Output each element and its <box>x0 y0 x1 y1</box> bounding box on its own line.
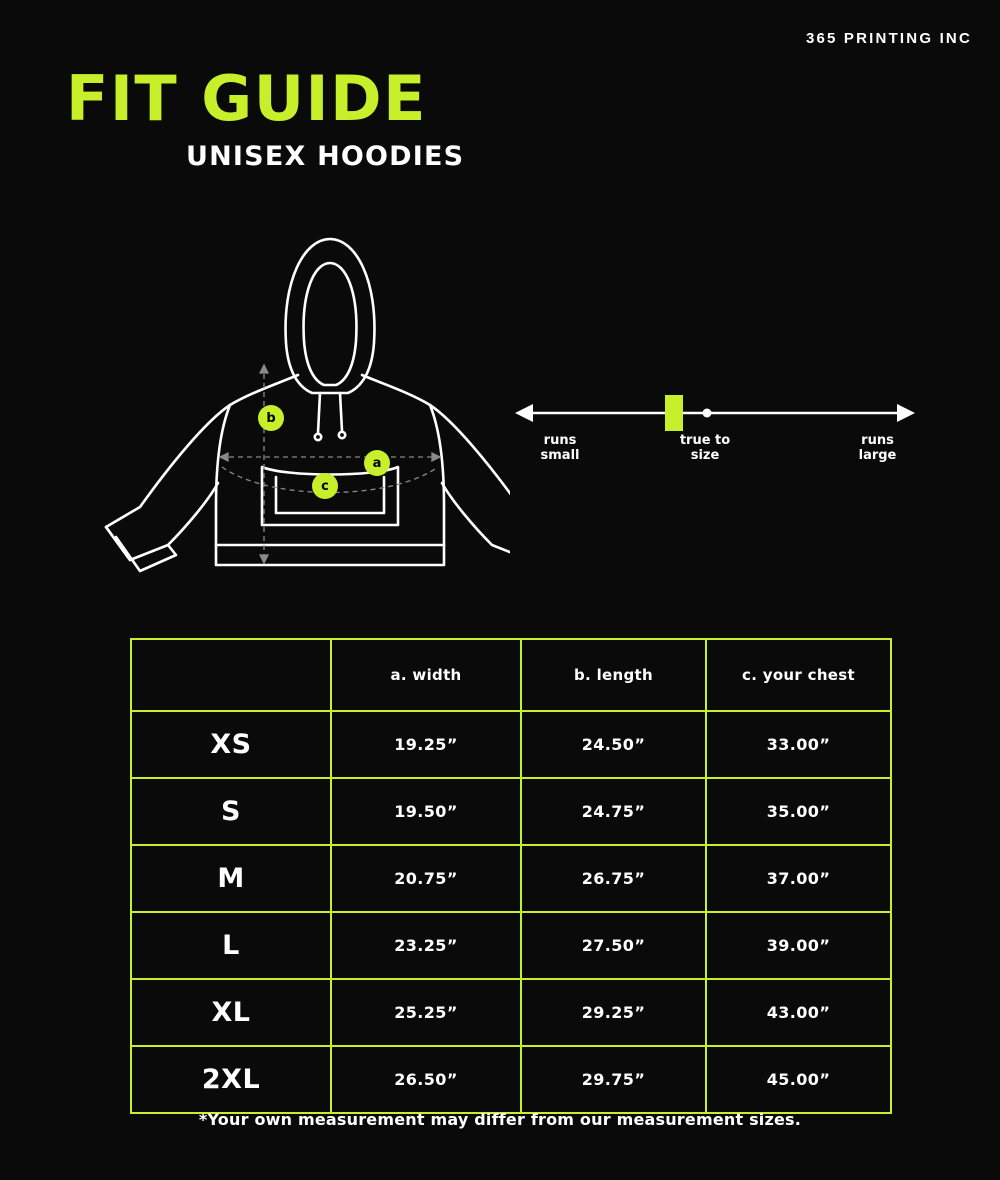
fit-scale-axis <box>515 391 915 435</box>
true-to-size-line2: size <box>690 448 720 463</box>
cell-width: 26.50” <box>331 1046 521 1113</box>
arrow-left-icon <box>515 404 533 422</box>
table-row <box>131 912 891 979</box>
cell-chest: 37.00” <box>706 845 891 912</box>
page-title: FIT GUIDE <box>66 62 427 135</box>
fit-scale-label-small <box>505 433 615 463</box>
fit-scale-label-large <box>830 433 925 463</box>
fit-scale-marker <box>665 395 683 431</box>
fit-scale <box>505 355 925 475</box>
table-row <box>131 1046 891 1113</box>
cell-length: 24.75” <box>521 778 706 845</box>
runs-small-line2: small <box>540 448 580 463</box>
brand-name: 365 PRINTING INC <box>805 30 972 47</box>
table-row <box>131 845 891 912</box>
badge-c-chest: c <box>312 473 338 499</box>
cell-chest: 43.00” <box>706 979 891 1046</box>
header-width: a. width <box>331 639 521 711</box>
cell-size: M <box>131 845 331 912</box>
true-to-size-line1: true to <box>679 433 731 448</box>
size-chart <box>130 638 890 1114</box>
cell-size: XL <box>131 979 331 1046</box>
size-table <box>130 638 892 1114</box>
cell-chest: 35.00” <box>706 778 891 845</box>
cell-width: 23.25” <box>331 912 521 979</box>
header-length: b. length <box>521 639 706 711</box>
fit-scale-label-true <box>645 433 765 463</box>
cell-length: 29.75” <box>521 1046 706 1113</box>
table-row <box>131 778 891 845</box>
runs-small-line1: runs <box>543 433 577 448</box>
cell-width: 25.25” <box>331 979 521 1046</box>
footnote: *Your own measurement may differ from our measurement sizes. <box>198 1110 802 1129</box>
table-header-row <box>131 639 891 711</box>
table-row <box>131 711 891 778</box>
cell-size: S <box>131 778 331 845</box>
arrow-right-icon <box>897 404 915 422</box>
cell-width: 20.75” <box>331 845 521 912</box>
page-subtitle: UNISEX HOODIES <box>186 141 465 172</box>
cell-chest: 39.00” <box>706 912 891 979</box>
fit-scale-dot <box>703 409 712 418</box>
cell-length: 27.50” <box>521 912 706 979</box>
cell-chest: 33.00” <box>706 711 891 778</box>
runs-large-line2: large <box>858 448 897 463</box>
cell-chest: 45.00” <box>706 1046 891 1113</box>
badge-a-width: a <box>364 450 390 476</box>
cell-width: 19.50” <box>331 778 521 845</box>
table-row <box>131 979 891 1046</box>
badge-b-length: b <box>258 405 284 431</box>
cell-size: L <box>131 912 331 979</box>
header-chest: c. your chest <box>706 639 891 711</box>
cell-width: 19.25” <box>331 711 521 778</box>
cell-length: 29.25” <box>521 979 706 1046</box>
runs-large-line1: runs <box>861 433 894 448</box>
hoodie-illustration <box>90 215 510 590</box>
cell-length: 24.50” <box>521 711 706 778</box>
cell-length: 26.75” <box>521 845 706 912</box>
fit-scale-labels <box>505 433 925 473</box>
header-size <box>131 639 331 711</box>
cell-size: 2XL <box>131 1046 331 1113</box>
hoodie-drawing-svg <box>90 215 510 590</box>
cell-size: XS <box>131 711 331 778</box>
